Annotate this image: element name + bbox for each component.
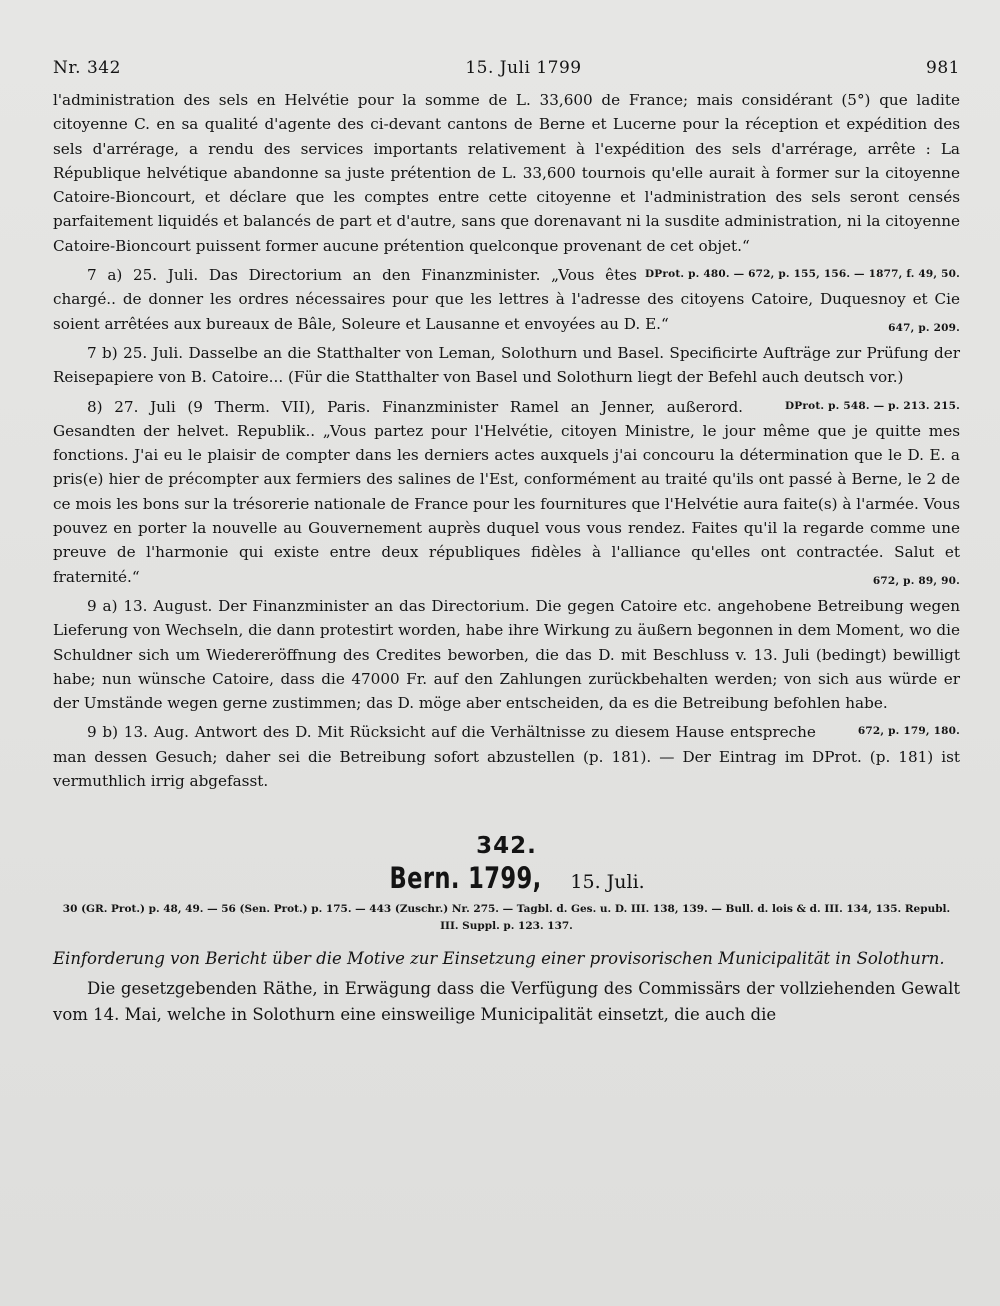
source-reference: 672, p. 179, 180. — [857, 725, 960, 738]
document-place-year: Bern. 1799, — [389, 861, 542, 896]
document-heading — [53, 861, 960, 895]
paragraph-continuation — [53, 88, 960, 281]
page-number: 981 — [926, 58, 960, 78]
source-reference: DProt. p. 480. — 672, p. 155, 156. — 1877, f. 49, 50. — [644, 268, 960, 281]
page-content — [53, 58, 960, 1028]
source-reference: 647, p. 209. — [888, 321, 960, 334]
paragraph-9a — [53, 594, 960, 738]
paragraph-text: 7 a) 25. Juli. Das Directorium an den Finanzminister. „Vous êtes chargé.. de donner les ordres nécessaires pour que les lettres à l'adresse des citoyens Catoire, Duquesnoy et Cie soient arrêtées aux bureaux de Bâle, Soleure et Lausanne et envoyées au D. E.“ — [53, 266, 960, 333]
running-header — [53, 58, 960, 88]
archival-references: 30 (GR. Prot.) p. 48, 49. — 56 (Sen. Prot.) p. 175. — 443 (Zuschr.) Nr. 275. — Tagbl. d. Ges. u. D. III. 138, 139. — Bull. d. lois & d. III. 134, 135. Republ. III. Suppl. p. 123. 137. — [62, 903, 951, 933]
header-doc-number: Nr. 342 — [53, 58, 121, 78]
document-summary: Einforderung von Bericht über die Motive zur Einsetzung einer provisorischen Municipalität in Solothurn. — [53, 949, 945, 969]
paragraph-8 — [53, 395, 960, 589]
paragraph-text: 7 b) 25. Juli. Dasselbe an die Statthalter von Leman, Solothurn und Basel. Specificirte Aufträge zur Prüfung der Reisepapiere von B. Catoire... (Für die Statthalter von Basel und Solothurn liegt der Befehl auch deutsch vor.) — [53, 343, 960, 387]
header-date: 15. Juli 1799 — [465, 58, 582, 78]
source-reference: 672, p. 89, 90. — [872, 574, 960, 587]
paragraph-7b — [53, 341, 960, 412]
document-date: 15. Juli. — [570, 871, 645, 894]
document-body: Die gesetzgebenden Räthe, in Erwägung dass die Verfügung des Commissärs der vollziehenden Gewalt vom 14. Mai, welche in Solothurn eine einsweilige Municipalität einsetzt, die auch die — [53, 979, 960, 1025]
paragraph-text: 9 a) 13. August. Der Finanzminister an das Directorium. Die gegen Catoire etc. angehobene Betreibung wegen Lieferung von Wechseln, die dann protestirt worden, habe ihre Wirkung zu äußern begonnen in dem Moment, wo die Schuldner sich um Wiedereröffnung des Credites beworben, die das D. mit Beschluss v. 13. Juli (bedingt) bewilligt habe; nun wünsche Catoire, dass die 47000 Fr. auf den Zahlungen zurückbehalten werden; von sich aus würde er der Umstände wegen gerne zustimmen; das D. möge aber entscheiden, da es die Betreibung befohlen habe. — [53, 596, 960, 713]
paragraph-text: l'administration des sels en Helvétie pour la somme de L. 33,600 de France; mais considérant (5°) que ladite citoyenne C. en sa qualité d'agente des ci-devant cantons de Berne et Lucerne pour la réception et expédition des sels d'arrérage, a rendu des services importants relativement à l'expédition des sels d'arrérage, arrête : La République helvétique abandonne sa juste prétention de L. 33,600 tournois qu'elle aurait à former sur la citoyenne Catoire-Bioncourt, et déclare que les comptes entre cette citoyenne et l'administration des sels seront censés parfaitement liquidés et balancés de part et d'autre, sans que dorenavant ni la susdite administration, ni la citoyenne Catoire-Bioncourt puissent former aucune prétention quelconque provenant de cet objet.“ — [53, 91, 960, 255]
document-number: 342. — [476, 833, 537, 860]
paragraph-text: 8) 27. Juli (9 Therm. VII), Paris. Finanzminister Ramel an Jenner, außerord. Gesandten der helvet. Republik.. „Vous partez pour l'Helvétie, citoyen Ministre, le jour même que je quitte mes fonctions. J'ai eu le plaisir de compter dans les derniers actes auxquels j'ai concouru la détermination que le D. E. a pris(e) hier de précompter aux fermiers des salines de l'Est, conformément au traité qu'ils ont passé à Berne, le 2 de ce mois les bons sur la trésorerie nationale de France pour les fournitures que l'Helvétie aura faite(s) à l'armée. Vous pouvez en porter la nouvelle au Gouvernement auprès duquel vous vous rendez. Faites qu'il la regarde comme une preuve de l'harmonie qui existe entre deux républiques fidèles à l'alliance qu'elles ont contractée. Salut et fraternité.“ — [53, 397, 960, 586]
paragraph-text: 9 b) 13. Aug. Antwort des D. Mit Rücksicht auf die Verhältnisse zu diesem Hause entspreche man dessen Gesuch; daher sei die Betreibung sofort abzustellen (p. 181). — Der Eintrag im DProt. (p. 181) ist vermuthlich irrig abgefasst. — [53, 723, 960, 791]
source-reference: DProt. p. 548. — p. 213. 215. — [785, 399, 960, 412]
